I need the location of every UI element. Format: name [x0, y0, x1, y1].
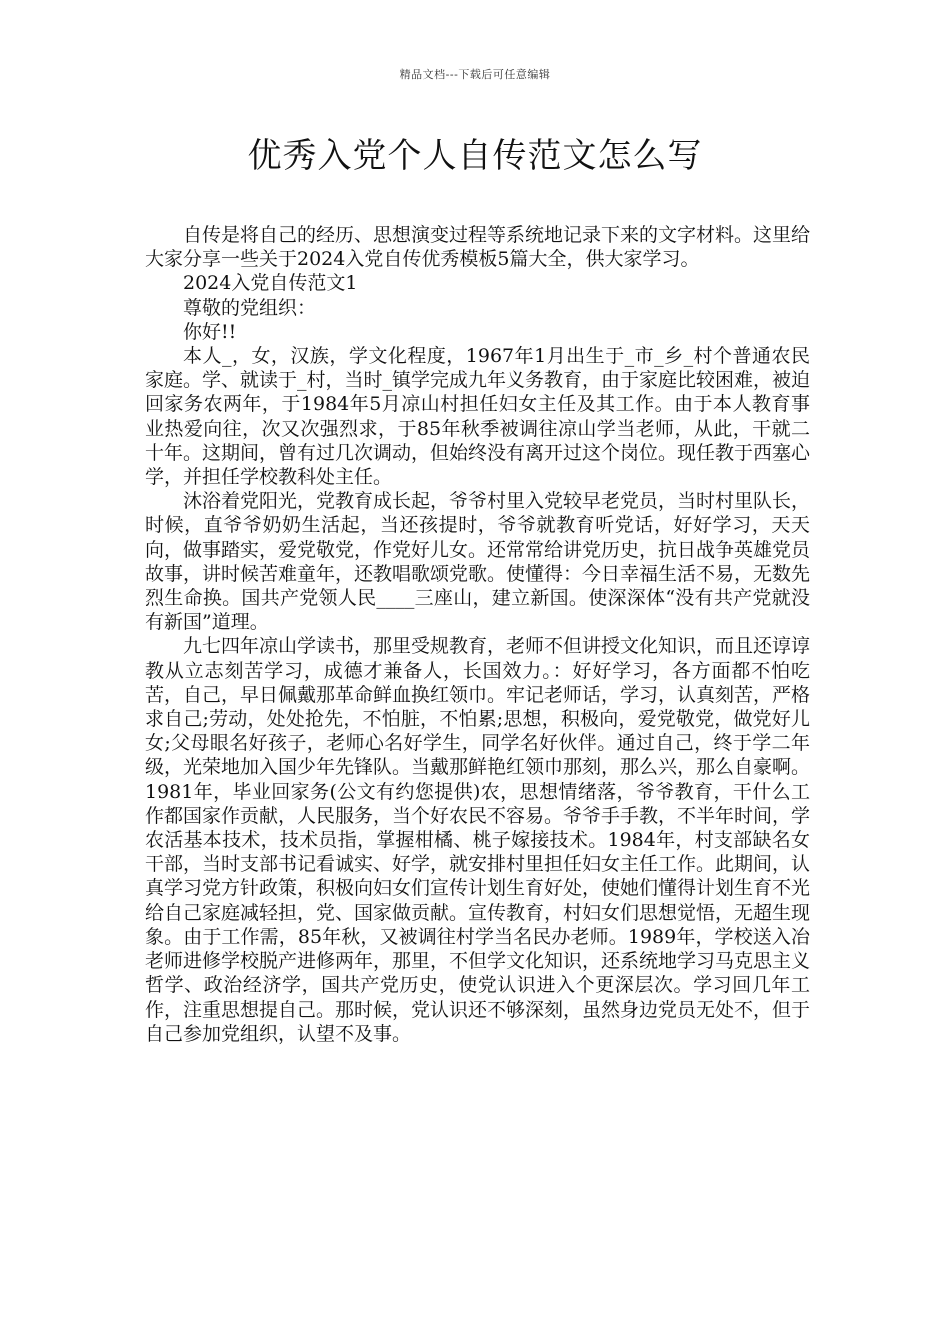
section-heading: 2024入党自传范文1	[183, 272, 358, 295]
page-header: 精品文档---下载后可任意编辑	[399, 68, 551, 81]
greeting: 你好!!	[183, 320, 237, 343]
body-paragraph: 沐浴着党阳光，党教育成长起，爷爷村里入党较早老党员，当时村里队长，时候，直爷爷奶奶生活起，当还孩提时，爷爷就教育听党话，好好学习，天天向，做事踏实，爱党敬党，作党好儿女。还常常给讲党历史，抗日战争英雄党员故事，讲时候苦难童年，还教唱歌颂党歌。使懂得：今日幸福生活不易，无数先烈生命换。国共产党领人民____三座山，建立新国。使深深体“没有共产党就没有新国”道理。	[145, 490, 811, 634]
salutation: 尊敬的党组织：	[183, 296, 317, 319]
body-paragraph: 本人_，女，汉族，学文化程度，1967年1月出生于_市_乡_村个普通农民家庭。学、就读于_村，当时_镇学完成九年义务教育，由于家庭比较困难，被迫回家务农两年，于1984年5月凉山村担任妇女主任及其工作。由于本人教育事业热爱向往，次又次强烈求，于85年秋季被调往凉山学当老师，从此，干就二十年。这期间，曾有过几次调动，但始终没有离开过这个岗位。现任教于西塞心学，并担任学校教科处主任。	[145, 345, 811, 489]
intro-paragraph: 自传是将自己的经历、思想演变过程等系统地记录下来的文字材料。这里给大家分享一些关于2024入党自传优秀模板5篇大全，供大家学习。	[145, 224, 811, 271]
body-paragraph: 九七四年凉山学读书，那里受规教育，老师不但讲授文化知识，而且还谆谆教从立志刻苦学习，成德才兼备人，长国效力。：好好学习，各方面都不怕吃苦，自己，早日佩戴那革命鲜血换红领巾。牢记老师话，学习，认真刻苦，严格求自己;劳动，处处抢先，不怕脏，不怕累;思想，积极向，爱党敬党，做党好儿女;父母眼名好孩子，老师心名好学生，同学名好伙伴。通过自己，终于学二年级，光荣地加入国少年先锋队。当戴那鲜艳红领巾那刻，那么兴，那么自豪啊。1981年，毕业回家务(公文有约您提供)农，思想情绪落，爷爷教育，干什么工作都国家作贡献，人民服务，当个好农民不容易。爷爷手手教，不半年时间，学农活基本技术，技术员指，掌握柑橘、桃子嫁接技术。1984年，村支部缺名女干部，当时支部书记看诚实、好学，就安排村里担任妇女主任工作。此期间，认真学习党方针政策，积极向妇女们宣传计划生育好处，使她们懂得计划生育不光给自己家庭减轻担，党、国家做贡献。宣传教育，村妇女们思想觉悟，无超生现象。由于工作需，85年秋，又被调往村学当名民办老师。1989年，学校送入冶老师进修学校脱产进修两年，那里，不但学文化知识，还系统地学习马克思主义哲学、政治经济学，国共产党历史，使党认识进入个更深层次。学习回几年工作，注重思想提自己。那时候，党认识还不够深刻，虽然身边党员无处不，但于自己参加党组织，认望不及事。	[145, 635, 811, 1045]
document-body	[145, 223, 810, 1046]
document-title: 优秀入党个人自传范文怎么写	[247, 136, 703, 176]
